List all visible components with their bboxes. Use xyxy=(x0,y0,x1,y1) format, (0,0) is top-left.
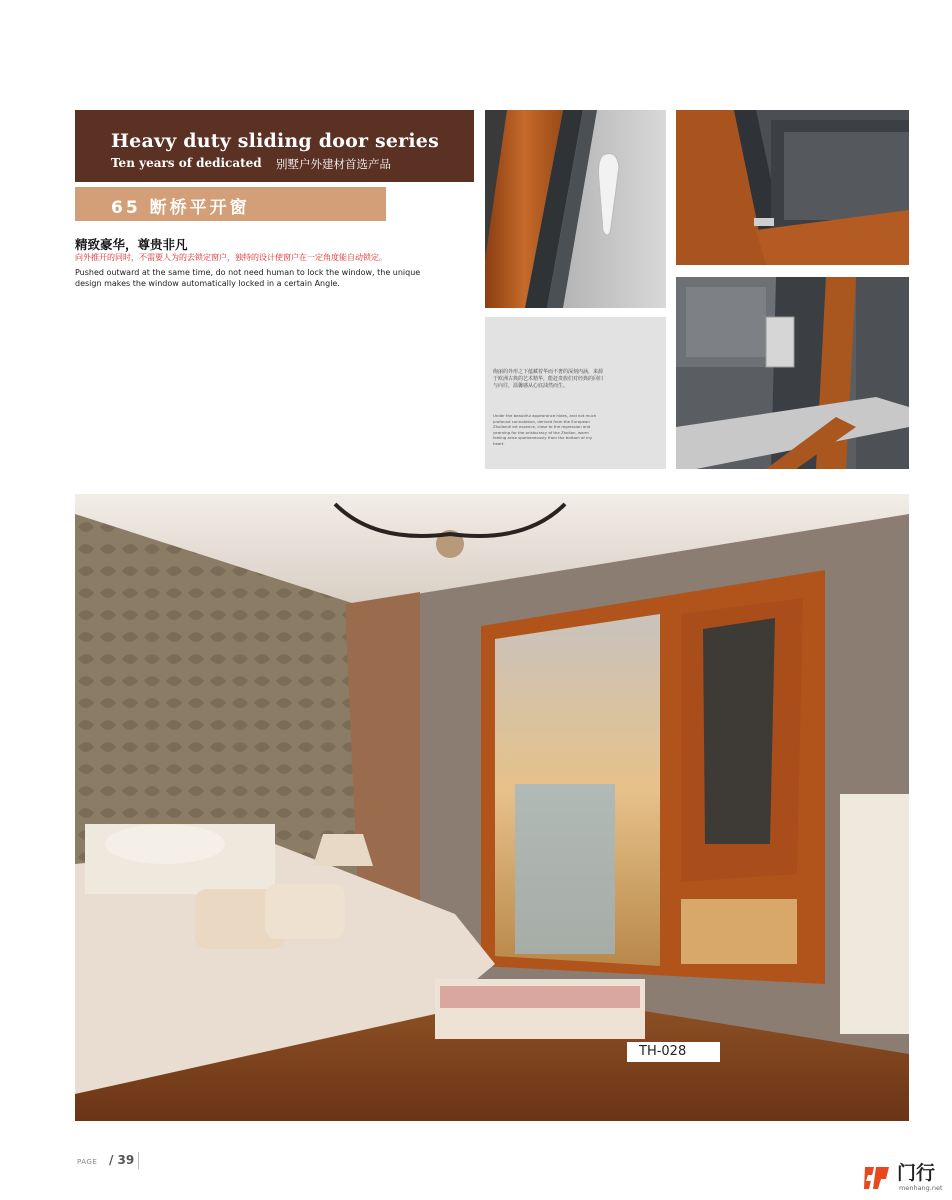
header-title: Heavy duty sliding door series xyxy=(111,130,439,152)
header-subtitle-cn: 别墅户外建材首选产品 xyxy=(276,157,391,171)
header-subtitle: Ten years of dedicated xyxy=(111,156,262,170)
caption-text-en: Under the beautiful appearance hides, and not much profound connotation, derived from the European Zhollandi art essence, close to the regression and yearning for the aristocracy of the Zhollan, warm feeling arise spontaneously from the bottom of my heart. xyxy=(493,413,597,446)
header-banner xyxy=(75,110,474,182)
model-bar xyxy=(75,187,386,221)
page-number: / 39 xyxy=(109,1153,135,1167)
feature-note-cn: 向外推开的同时，不需要人为的去锁定窗户，独特的设计使窗户在一定角度能自动锁定。 xyxy=(75,253,387,262)
model-tag xyxy=(627,1042,720,1062)
feature-description: Pushed outward at the same time, do not need human to lock the window, the unique design makes the window automatically locked in a certain Angle. xyxy=(75,268,421,288)
page-label: PAGE xyxy=(77,1158,98,1166)
brand-name: 门行 xyxy=(897,1162,936,1184)
model-tag-text: TH-028 xyxy=(639,1044,687,1059)
feature-title: 精致豪华，尊贵非凡 xyxy=(75,237,188,252)
footer-divider xyxy=(138,1152,139,1169)
brand-logo-icon xyxy=(862,1163,892,1193)
bedroom-photo xyxy=(75,494,909,1121)
brand-url: menhang.net xyxy=(899,1184,943,1192)
caption-box xyxy=(485,317,666,469)
hinge-detail-photo xyxy=(676,277,909,469)
model-name: 65 断桥平开窗 xyxy=(111,198,250,218)
handle-detail-photo xyxy=(485,110,666,308)
caption-text-cn: 绚丽的外形之下蕴藏着华而不奢的深刻内涵，来源于欧洲古典的艺术精华，能赶贵族们对经典的回归与向往，温馨感从心底油然而生。 xyxy=(493,369,604,390)
frame-corner-photo xyxy=(676,110,909,265)
